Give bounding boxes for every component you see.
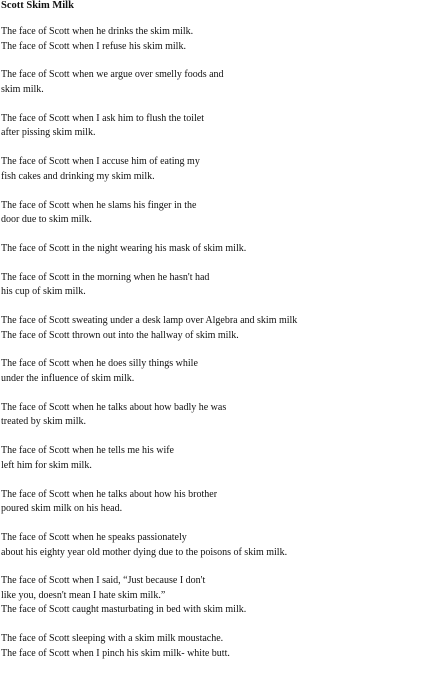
poem-line: The face of Scott when I pinch his skim milk- white butt. (1, 647, 230, 659)
poem-line: The face of Scott sleeping with a skim milk moustache. (1, 633, 224, 645)
stanza (1, 68, 437, 97)
poem-line: left him for skim milk. (1, 459, 92, 471)
poem-line: The face of Scott when I said, “Just because I don't (1, 575, 206, 587)
poem-line: The face of Scott when he speaks passionately (1, 531, 187, 543)
stanza (1, 25, 437, 54)
poem-line: door due to skim milk. (1, 214, 92, 226)
stanza (1, 314, 437, 343)
poem-line: The face of Scott when he tells me his wife (1, 445, 174, 457)
poem-line: The face of Scott when he talks about how badly he was (1, 401, 227, 413)
stanza (1, 632, 437, 661)
poem-line: about his eighty year old mother dying due to the poisons of skim milk. (1, 546, 288, 558)
poem-line: The face of Scott when he drinks the skim milk. (1, 26, 194, 37)
stanza (1, 271, 437, 300)
poem-line: The face of Scott caught masturbating in bed with skim milk. (1, 604, 247, 616)
stanza (1, 199, 437, 228)
stanza (1, 155, 437, 184)
stanza (1, 357, 437, 386)
poem-line: The face of Scott when I accuse him of eating my (1, 156, 200, 168)
stanza (1, 112, 437, 141)
stanza (1, 242, 437, 257)
poem-line: The face of Scott when he slams his finger in the (1, 199, 197, 211)
stanza (1, 574, 437, 618)
poem-line: skim milk. (1, 83, 44, 95)
poem-line: like you, doesn't mean I hate skim milk.” (1, 589, 166, 601)
poem-line: The face of Scott when he does silly things while (1, 358, 198, 370)
poem-line: The face of Scott in the morning when he hasn't had (1, 271, 210, 283)
poem-title: Scott Skim Milk (1, 0, 74, 11)
stanza (1, 531, 437, 560)
poem-line: The face of Scott when he talks about how his brother (1, 488, 218, 500)
stanza (1, 444, 437, 473)
stanza (1, 401, 437, 430)
poem-line: The face of Scott in the night wearing his mask of skim milk. (1, 242, 247, 254)
poem-line: The face of Scott when I refuse his skim milk. (1, 40, 186, 52)
poem-line: under the influence of skim milk. (1, 373, 135, 384)
poem-line: fish cakes and drinking my skim milk. (1, 170, 155, 182)
poem-line: The face of Scott when we argue over smelly foods and (1, 69, 224, 81)
poem-line: The face of Scott sweating under a desk lamp over Algebra and skim milk (1, 315, 298, 327)
poem-line: The face of Scott thrown out into the hallway of skim milk. (1, 329, 239, 341)
poem-line: after pissing skim milk. (1, 127, 96, 139)
poem-page (1, 0, 437, 676)
poem-line: The face of Scott when I ask him to flush the toilet (1, 112, 205, 124)
stanza (1, 488, 437, 517)
poem-line: his cup of skim milk. (1, 286, 86, 298)
poem-line: poured skim milk on his head. (1, 503, 123, 515)
poem-line: treated by skim milk. (1, 416, 86, 428)
